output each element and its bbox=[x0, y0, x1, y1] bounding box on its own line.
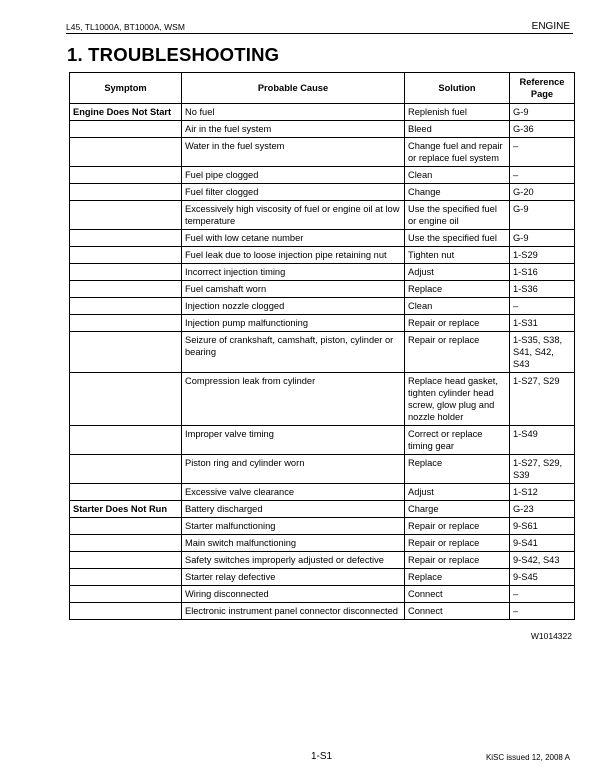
table-row bbox=[70, 121, 575, 138]
symptom-cell-continued bbox=[70, 121, 182, 138]
table-row bbox=[70, 247, 575, 264]
solution-cell: Use the specified fuel bbox=[405, 230, 510, 247]
solution-cell: Bleed bbox=[405, 121, 510, 138]
solution-cell: Adjust bbox=[405, 484, 510, 501]
cause-cell: Injection nozzle clogged bbox=[182, 298, 405, 315]
column-header-probable-cause: Probable Cause bbox=[182, 73, 405, 104]
symptom-cell-continued bbox=[70, 569, 182, 586]
reference-cell: 1-S49 bbox=[510, 426, 575, 455]
table-row bbox=[70, 315, 575, 332]
reference-cell: G-23 bbox=[510, 501, 575, 518]
symptom-cell-continued bbox=[70, 603, 182, 620]
reference-cell: – bbox=[510, 167, 575, 184]
table-row bbox=[70, 264, 575, 281]
reference-cell: – bbox=[510, 298, 575, 315]
reference-cell: 9-S42, S43 bbox=[510, 552, 575, 569]
table-row bbox=[70, 484, 575, 501]
column-header-reference-page: Reference Page bbox=[510, 73, 575, 104]
symptom-cell-continued bbox=[70, 138, 182, 167]
reference-cell: – bbox=[510, 603, 575, 620]
symptom-cell-continued bbox=[70, 484, 182, 501]
cause-cell: Fuel filter clogged bbox=[182, 184, 405, 201]
reference-cell: 1-S27, S29 bbox=[510, 373, 575, 426]
cause-cell: Starter malfunctioning bbox=[182, 518, 405, 535]
cause-cell: Fuel pipe clogged bbox=[182, 167, 405, 184]
cause-cell: Excessive valve clearance bbox=[182, 484, 405, 501]
table-row bbox=[70, 535, 575, 552]
cause-cell: Improper valve timing bbox=[182, 426, 405, 455]
table-row bbox=[70, 104, 575, 121]
troubleshooting-table bbox=[69, 72, 575, 620]
cause-cell: Piston ring and cylinder worn bbox=[182, 455, 405, 484]
reference-cell: 1-S16 bbox=[510, 264, 575, 281]
table-row bbox=[70, 501, 575, 518]
solution-cell: Connect bbox=[405, 603, 510, 620]
solution-cell: Correct or replace timing gear bbox=[405, 426, 510, 455]
symptom-cell-continued bbox=[70, 247, 182, 264]
column-header-symptom: Symptom bbox=[70, 73, 182, 104]
solution-cell: Connect bbox=[405, 586, 510, 603]
symptom-cell-continued bbox=[70, 201, 182, 230]
symptom-cell-continued bbox=[70, 586, 182, 603]
reference-cell: 9-S61 bbox=[510, 518, 575, 535]
solution-cell: Clean bbox=[405, 167, 510, 184]
solution-cell: Change bbox=[405, 184, 510, 201]
symptom-cell-continued bbox=[70, 535, 182, 552]
cause-cell: Incorrect injection timing bbox=[182, 264, 405, 281]
symptom-cell-continued bbox=[70, 167, 182, 184]
table-row bbox=[70, 201, 575, 230]
table-row bbox=[70, 184, 575, 201]
table-row bbox=[70, 373, 575, 426]
reference-cell: G-9 bbox=[510, 104, 575, 121]
solution-cell: Use the specified fuel or engine oil bbox=[405, 201, 510, 230]
cause-cell: Fuel leak due to loose injection pipe retaining nut bbox=[182, 247, 405, 264]
reference-cell: – bbox=[510, 586, 575, 603]
solution-cell: Repair or replace bbox=[405, 332, 510, 373]
reference-cell: G-20 bbox=[510, 184, 575, 201]
symptom-cell: Starter Does Not Run bbox=[70, 501, 182, 518]
table-row bbox=[70, 455, 575, 484]
solution-cell: Replace bbox=[405, 569, 510, 586]
table-row bbox=[70, 426, 575, 455]
reference-cell: 1-S12 bbox=[510, 484, 575, 501]
table-row bbox=[70, 569, 575, 586]
table-row bbox=[70, 298, 575, 315]
table-row bbox=[70, 518, 575, 535]
cause-cell: Fuel with low cetane number bbox=[182, 230, 405, 247]
cause-cell: Injection pump malfunctioning bbox=[182, 315, 405, 332]
symptom-cell: Engine Does Not Start bbox=[70, 104, 182, 121]
table-row bbox=[70, 281, 575, 298]
header-section: ENGINE bbox=[531, 21, 570, 32]
cause-cell: Water in the fuel system bbox=[182, 138, 405, 167]
cause-cell: Seizure of crankshaft, camshaft, piston, cylinder or bearing bbox=[182, 332, 405, 373]
cause-cell: No fuel bbox=[182, 104, 405, 121]
cause-cell: Main switch malfunctioning bbox=[182, 535, 405, 552]
solution-cell: Charge bbox=[405, 501, 510, 518]
document-id: W1014322 bbox=[530, 631, 572, 641]
table-row bbox=[70, 586, 575, 603]
cause-cell: Air in the fuel system bbox=[182, 121, 405, 138]
solution-cell: Repair or replace bbox=[405, 518, 510, 535]
header-models: L45, TL1000A, BT1000A, WSM bbox=[66, 22, 185, 32]
table-header-row bbox=[70, 73, 575, 104]
reference-cell: 1-S35, S38, S41, S42, S43 bbox=[510, 332, 575, 373]
reference-cell: G-9 bbox=[510, 201, 575, 230]
reference-cell: 9-S45 bbox=[510, 569, 575, 586]
symptom-cell-continued bbox=[70, 281, 182, 298]
table-body bbox=[70, 104, 575, 620]
reference-cell: – bbox=[510, 138, 575, 167]
cause-cell: Wiring disconnected bbox=[182, 586, 405, 603]
symptom-cell-continued bbox=[70, 298, 182, 315]
symptom-cell-continued bbox=[70, 230, 182, 247]
solution-cell: Replace bbox=[405, 281, 510, 298]
cause-cell: Safety switches improperly adjusted or defective bbox=[182, 552, 405, 569]
cause-cell: Electronic instrument panel connector disconnected bbox=[182, 603, 405, 620]
table-row bbox=[70, 332, 575, 373]
table-row bbox=[70, 167, 575, 184]
reference-cell: 9-S41 bbox=[510, 535, 575, 552]
symptom-cell-continued bbox=[70, 264, 182, 281]
page-number: 1-S1 bbox=[311, 751, 333, 762]
solution-cell: Replenish fuel bbox=[405, 104, 510, 121]
solution-cell: Repair or replace bbox=[405, 315, 510, 332]
symptom-cell-continued bbox=[70, 184, 182, 201]
table-row bbox=[70, 552, 575, 569]
symptom-cell-continued bbox=[70, 373, 182, 426]
solution-cell: Tighten nut bbox=[405, 247, 510, 264]
page-title: 1. TROUBLESHOOTING bbox=[67, 44, 280, 65]
symptom-cell-continued bbox=[70, 518, 182, 535]
reference-cell: 1-S27, S29, S39 bbox=[510, 455, 575, 484]
table-row bbox=[70, 603, 575, 620]
reference-cell: 1-S31 bbox=[510, 315, 575, 332]
table-row bbox=[70, 230, 575, 247]
solution-cell: Replace head gasket, tighten cylinder head screw, glow plug and nozzle holder bbox=[405, 373, 510, 426]
header-divider bbox=[66, 33, 573, 34]
solution-cell: Adjust bbox=[405, 264, 510, 281]
reference-cell: G-36 bbox=[510, 121, 575, 138]
cause-cell: Fuel camshaft worn bbox=[182, 281, 405, 298]
symptom-cell-continued bbox=[70, 455, 182, 484]
cause-cell: Excessively high viscosity of fuel or engine oil at low temperature bbox=[182, 201, 405, 230]
cause-cell: Compression leak from cylinder bbox=[182, 373, 405, 426]
issue-info: KiSC issued 12, 2008 A bbox=[485, 753, 570, 762]
reference-cell: 1-S29 bbox=[510, 247, 575, 264]
cause-cell: Battery discharged bbox=[182, 501, 405, 518]
solution-cell: Repair or replace bbox=[405, 552, 510, 569]
solution-cell: Clean bbox=[405, 298, 510, 315]
table-row bbox=[70, 138, 575, 167]
solution-cell: Replace bbox=[405, 455, 510, 484]
cause-cell: Starter relay defective bbox=[182, 569, 405, 586]
reference-cell: 1-S36 bbox=[510, 281, 575, 298]
reference-cell: G-9 bbox=[510, 230, 575, 247]
column-header-solution: Solution bbox=[405, 73, 510, 104]
symptom-cell-continued bbox=[70, 332, 182, 373]
symptom-cell-continued bbox=[70, 426, 182, 455]
solution-cell: Change fuel and repair or replace fuel system bbox=[405, 138, 510, 167]
symptom-cell-continued bbox=[70, 552, 182, 569]
solution-cell: Repair or replace bbox=[405, 535, 510, 552]
symptom-cell-continued bbox=[70, 315, 182, 332]
